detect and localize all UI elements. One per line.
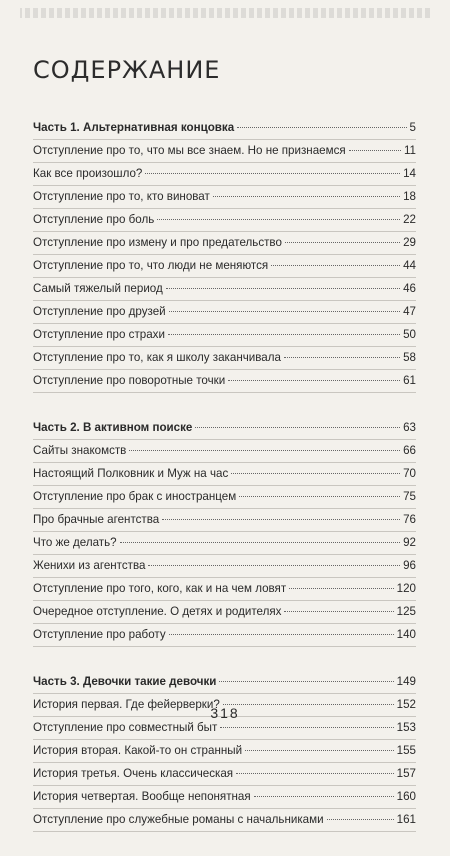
dot-leader — [327, 819, 394, 820]
entry-page-number: 22 — [403, 213, 416, 226]
dot-leader — [219, 681, 393, 682]
entry-title: Настоящий Полковник и Муж на час — [33, 467, 229, 480]
dot-leader — [145, 173, 400, 174]
toc-entry — [33, 209, 416, 232]
entry-page-number: 63 — [403, 421, 416, 434]
entry-page-number: 76 — [403, 513, 416, 526]
page-number: 318 — [210, 705, 240, 721]
toc-entry — [33, 463, 416, 486]
entry-page-number: 161 — [396, 813, 416, 826]
toc-part-2 — [33, 417, 416, 647]
toc-entry — [33, 740, 416, 763]
entry-page-number: 50 — [403, 328, 416, 341]
entry-title: Отступление про страхи — [33, 328, 165, 341]
entry-title: Отступление про измену и про предательство — [33, 236, 282, 249]
entry-title: Что же делать? — [33, 536, 117, 549]
page-title: СОДЕРЖАНИЕ — [33, 56, 221, 84]
dot-leader — [120, 542, 401, 543]
toc-part-3 — [33, 671, 416, 832]
dot-leader — [245, 750, 394, 751]
entry-page-number: 125 — [396, 605, 416, 618]
dot-leader — [169, 634, 394, 635]
entry-page-number: 29 — [403, 236, 416, 249]
toc-entry — [33, 624, 416, 647]
toc-entry — [33, 440, 416, 463]
dot-leader — [237, 127, 406, 128]
entry-page-number: 14 — [403, 167, 416, 180]
dot-leader — [349, 150, 401, 151]
entry-page-number: 44 — [403, 259, 416, 272]
toc-entry — [33, 278, 416, 301]
entry-page-number: 47 — [403, 305, 416, 318]
entry-title: История вторая. Какой-то он странный — [33, 744, 243, 757]
dot-leader — [148, 565, 400, 566]
dot-leader — [289, 588, 394, 589]
entry-page-number: 66 — [403, 444, 416, 457]
entry-page-number: 58 — [403, 351, 416, 364]
entry-title: Отступление про друзей — [33, 305, 166, 318]
entry-page-number: 70 — [403, 467, 416, 480]
entry-title: Сайты знакомств — [33, 444, 127, 457]
toc-part-heading — [33, 417, 416, 440]
entry-page-number: 155 — [396, 744, 416, 757]
dot-leader — [236, 773, 394, 774]
toc-entry — [33, 486, 416, 509]
toc-entry — [33, 140, 416, 163]
toc-part-heading — [33, 117, 416, 140]
dot-leader — [284, 357, 400, 358]
toc-entry — [33, 763, 416, 786]
dot-leader — [239, 496, 400, 497]
toc-entry — [33, 532, 416, 555]
entry-page-number: 92 — [403, 536, 416, 549]
entry-title: История первая. Где фейерверки? — [33, 698, 220, 711]
dot-leader — [213, 196, 400, 197]
bleed-through-text — [20, 8, 430, 18]
entry-title: Отступление про поворотные точки — [33, 374, 226, 387]
toc-entry — [33, 578, 416, 601]
toc-entry — [33, 809, 416, 832]
entry-title: Отступление про брак с иностранцем — [33, 490, 237, 503]
toc-entry — [33, 186, 416, 209]
dot-leader — [284, 611, 393, 612]
entry-title: Отступление про боль — [33, 213, 155, 226]
entry-page-number: 157 — [396, 767, 416, 780]
dot-leader — [168, 334, 400, 335]
entry-page-number: 140 — [396, 628, 416, 641]
toc-entry — [33, 786, 416, 809]
part-title: Часть 1. Альтернативная концовка — [33, 121, 235, 134]
dot-leader — [271, 265, 400, 266]
dot-leader — [220, 727, 393, 728]
dot-leader — [231, 473, 400, 474]
entry-title: История третья. Очень классическая — [33, 767, 234, 780]
entry-page-number: 18 — [403, 190, 416, 203]
entry-title: История четвертая. Вообще непонятная — [33, 790, 251, 803]
entry-title: Очередное отступление. О детях и родителях — [33, 605, 282, 618]
toc-entry — [33, 324, 416, 347]
toc-entry — [33, 370, 416, 393]
toc-entry — [33, 232, 416, 255]
entry-page-number: 120 — [396, 582, 416, 595]
entry-page-number: 75 — [403, 490, 416, 503]
entry-page-number: 96 — [403, 559, 416, 572]
toc-entry — [33, 601, 416, 624]
toc-entry — [33, 163, 416, 186]
entry-title: Самый тяжелый период — [33, 282, 163, 295]
entry-page-number: 152 — [396, 698, 416, 711]
dot-leader — [129, 450, 400, 451]
entry-page-number: 160 — [396, 790, 416, 803]
entry-title: Отступление про совместный быт — [33, 721, 218, 734]
dot-leader — [169, 311, 400, 312]
toc-entry — [33, 301, 416, 324]
entry-page-number: 153 — [396, 721, 416, 734]
entry-title: Про брачные агентства — [33, 513, 160, 526]
entry-title: Отступление про работу — [33, 628, 166, 641]
dot-leader — [195, 427, 400, 428]
entry-page-number: 5 — [409, 121, 416, 134]
toc-part-1 — [33, 117, 416, 393]
dot-leader — [157, 219, 400, 220]
entry-title: Отступление про того, кого, как и на чем ловят — [33, 582, 287, 595]
dot-leader — [254, 796, 394, 797]
entry-title: Женихи из агентства — [33, 559, 146, 572]
toc-part-heading — [33, 671, 416, 694]
entry-title: Отступление про служебные романы с начальниками — [33, 813, 324, 826]
entry-title: Как все произошло? — [33, 167, 143, 180]
part-title: Часть 3. Девочки такие девочки — [33, 675, 217, 688]
entry-page-number: 61 — [403, 374, 416, 387]
entry-title: Отступление про то, кто виноват — [33, 190, 210, 203]
entry-page-number: 149 — [396, 675, 416, 688]
dot-leader — [285, 242, 400, 243]
part-title: Часть 2. В активном поиске — [33, 421, 193, 434]
toc-entry — [33, 555, 416, 578]
entry-title: Отступление про то, что люди не меняются — [33, 259, 269, 272]
toc-entry — [33, 347, 416, 370]
toc-entry — [33, 509, 416, 532]
dot-leader — [228, 380, 400, 381]
dot-leader — [166, 288, 400, 289]
table-of-contents — [33, 117, 416, 856]
toc-entry — [33, 255, 416, 278]
entry-title: Отступление про то, как я школу заканчивала — [33, 351, 281, 364]
entry-page-number: 46 — [403, 282, 416, 295]
entry-page-number: 11 — [403, 144, 416, 157]
entry-title: Отступление про то, что мы все знаем. Но не признаемся — [33, 144, 346, 157]
dot-leader — [162, 519, 400, 520]
